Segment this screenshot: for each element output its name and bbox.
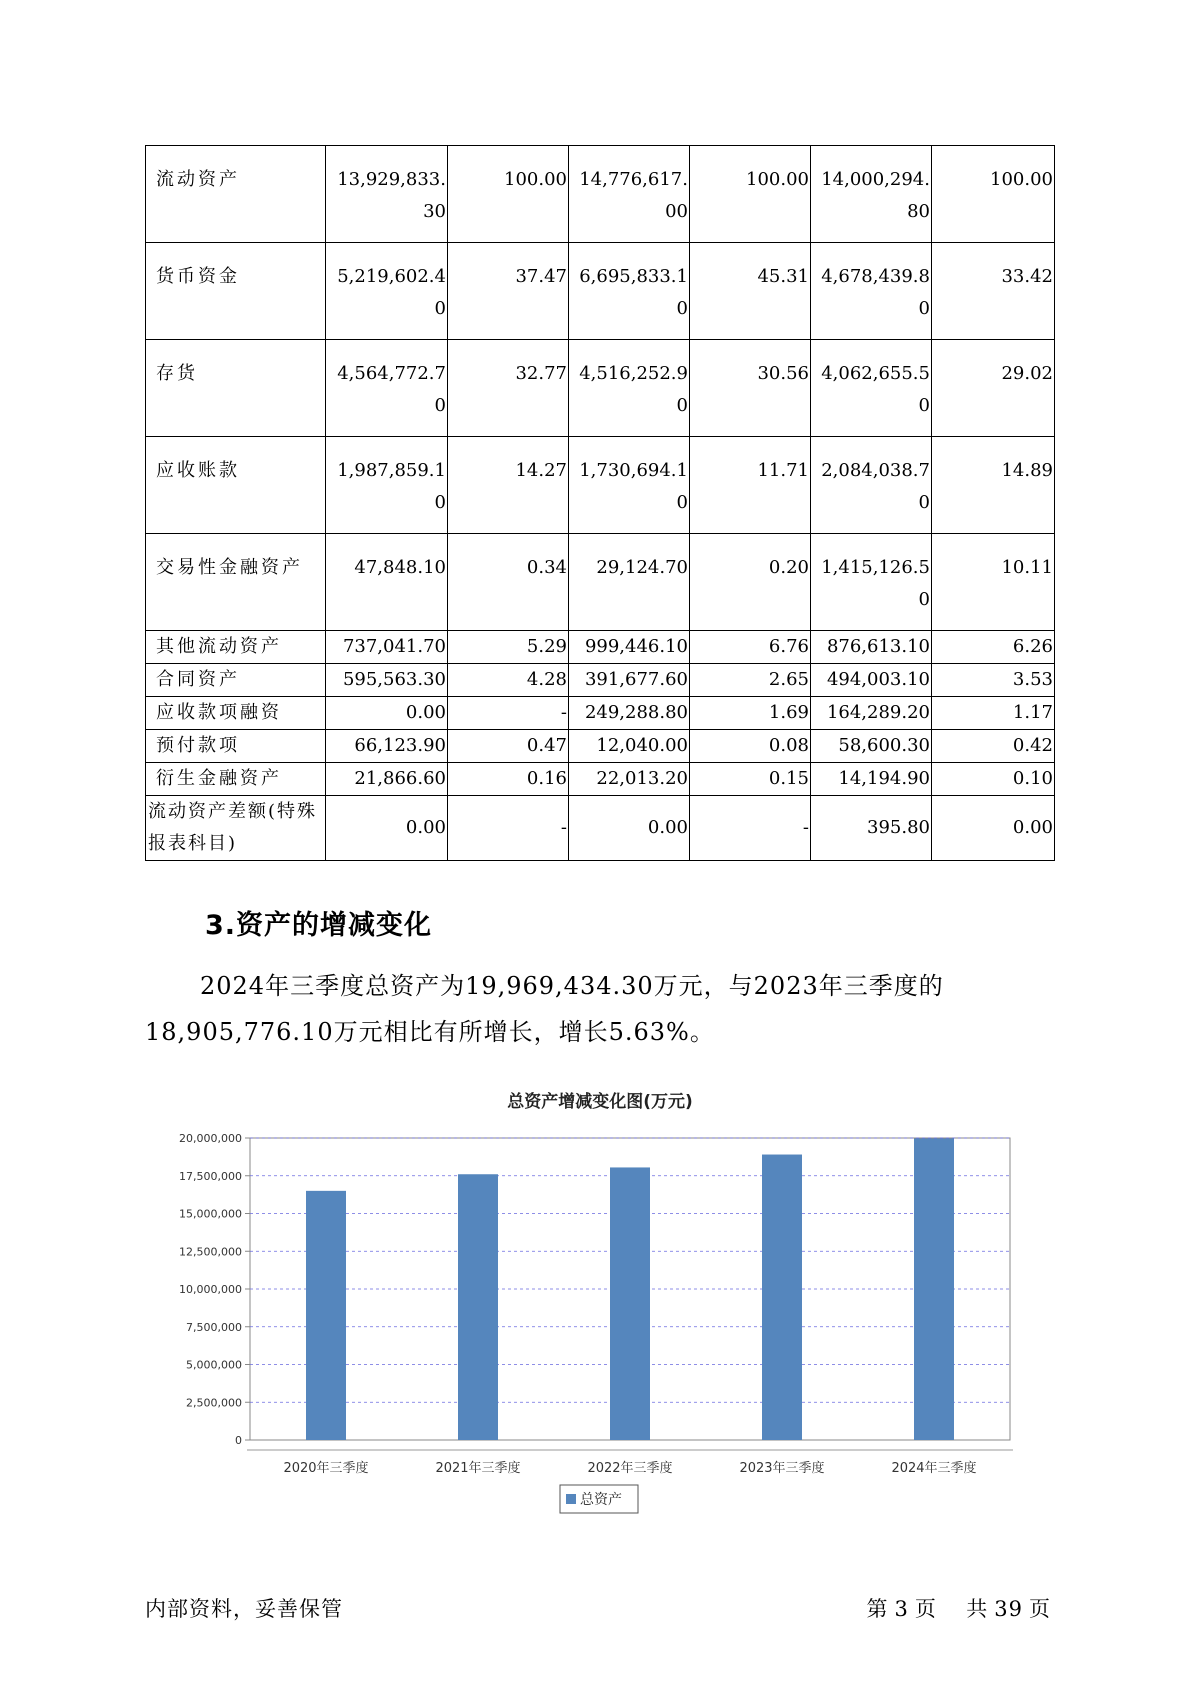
- row-label: 应收款项融资: [146, 697, 326, 730]
- percent-cell: 11.71: [690, 437, 811, 534]
- value-cell: 249,288.80: [569, 697, 690, 730]
- bar: [762, 1155, 802, 1440]
- percent-cell: 100.00: [932, 146, 1055, 243]
- percent-cell: 30.56: [690, 340, 811, 437]
- row-label: 存货: [146, 340, 326, 437]
- percent-cell: -: [448, 697, 569, 730]
- total-unit: 页: [1029, 1597, 1051, 1621]
- percent-cell: 3.53: [932, 664, 1055, 697]
- summary-paragraph: [145, 963, 1065, 1055]
- table-row: [146, 340, 1055, 437]
- row-label: 衍生金融资产: [146, 763, 326, 796]
- y-tick-label: 5,000,000: [186, 1358, 242, 1372]
- percent-cell: 32.77: [448, 340, 569, 437]
- value-cell: 4,062,655.50: [811, 340, 932, 437]
- row-label: 应收账款: [146, 437, 326, 534]
- value-cell: 6,695,833.10: [569, 243, 690, 340]
- table-row: [146, 664, 1055, 697]
- value-cell: 14,000,294.80: [811, 146, 932, 243]
- percent-cell: 1.69: [690, 697, 811, 730]
- page-unit: 页: [914, 1597, 937, 1621]
- page-number: 3: [894, 1597, 909, 1621]
- value-cell: 12,040.00: [569, 730, 690, 763]
- percent-cell: 29.02: [932, 340, 1055, 437]
- percent-cell: -: [690, 796, 811, 861]
- percent-cell: 5.29: [448, 631, 569, 664]
- value-cell: 0.00: [326, 796, 448, 861]
- value-cell: 14,776,617.00: [569, 146, 690, 243]
- bar: [914, 1138, 954, 1440]
- row-label: 货币资金: [146, 243, 326, 340]
- footer-note: 内部资料，妥善保管: [145, 1597, 343, 1621]
- table-row: [146, 534, 1055, 631]
- percent-cell: 0.34: [448, 534, 569, 631]
- percent-cell: 14.27: [448, 437, 569, 534]
- value-cell: 494,003.10: [811, 664, 932, 697]
- page-prefix: 第: [866, 1597, 889, 1621]
- value-cell: 1,730,694.10: [569, 437, 690, 534]
- y-tick-label: 2,500,000: [186, 1396, 242, 1410]
- value-cell: 21,866.60: [326, 763, 448, 796]
- legend-swatch: [566, 1494, 576, 1504]
- value-cell: 395.80: [811, 796, 932, 861]
- value-cell: 29,124.70: [569, 534, 690, 631]
- chart-svg: [150, 1075, 1030, 1540]
- table-row: [146, 631, 1055, 664]
- percent-cell: 33.42: [932, 243, 1055, 340]
- value-cell: 4,678,439.80: [811, 243, 932, 340]
- percent-cell: 2.65: [690, 664, 811, 697]
- paragraph-line-1: 2024年三季度总资产为19,969,434.30万元，与2023年三季度的: [200, 972, 944, 1000]
- x-tick-label: 2023年三季度: [739, 1461, 825, 1476]
- table-row: [146, 697, 1055, 730]
- table-row: [146, 243, 1055, 340]
- total-prefix: 共: [966, 1597, 989, 1621]
- value-cell: 595,563.30: [326, 664, 448, 697]
- current-assets-table: [145, 145, 1054, 861]
- value-cell: 391,677.60: [569, 664, 690, 697]
- percent-cell: 0.15: [690, 763, 811, 796]
- x-tick-label: 2021年三季度: [435, 1461, 521, 1476]
- value-cell: 1,415,126.50: [811, 534, 932, 631]
- percent-cell: 0.08: [690, 730, 811, 763]
- value-cell: 5,219,602.40: [326, 243, 448, 340]
- value-cell: 0.00: [326, 697, 448, 730]
- percent-cell: 0.47: [448, 730, 569, 763]
- row-label: 预付款项: [146, 730, 326, 763]
- y-tick-label: 10,000,000: [179, 1283, 242, 1296]
- value-cell: 737,041.70: [326, 631, 448, 664]
- bar: [610, 1167, 650, 1440]
- percent-cell: 45.31: [690, 243, 811, 340]
- percent-cell: 0.20: [690, 534, 811, 631]
- value-cell: 164,289.20: [811, 697, 932, 730]
- y-tick-label: 17,500,000: [179, 1169, 242, 1183]
- total-pages: 39: [994, 1597, 1023, 1621]
- percent-cell: 10.11: [932, 534, 1055, 631]
- row-label: 流动资产: [146, 146, 326, 243]
- page-indicator: [864, 1593, 1054, 1623]
- section-title: 3.资产的增减变化: [205, 910, 433, 941]
- y-tick-label: 7,500,000: [186, 1320, 242, 1334]
- paragraph-line-2: 18,905,776.10万元相比有所增长，增长5.63%。: [145, 1018, 715, 1046]
- value-cell: 58,600.30: [811, 730, 932, 763]
- value-cell: 1,987,859.10: [326, 437, 448, 534]
- assets-table: [145, 145, 1055, 861]
- value-cell: 66,123.90: [326, 730, 448, 763]
- percent-cell: 6.26: [932, 631, 1055, 664]
- table-body: [146, 146, 1055, 861]
- percent-cell: 6.76: [690, 631, 811, 664]
- value-cell: 4,564,772.70: [326, 340, 448, 437]
- y-tick-label: 12,500,000: [179, 1245, 242, 1259]
- row-label: 其他流动资产: [146, 631, 326, 664]
- percent-cell: 0.16: [448, 763, 569, 796]
- value-cell: 22,013.20: [569, 763, 690, 796]
- row-label: 流动资产差额(特殊报表科目): [146, 796, 326, 861]
- x-tick-label: 2022年三季度: [587, 1461, 673, 1476]
- table-row: [146, 730, 1055, 763]
- percent-cell: 0.00: [932, 796, 1055, 861]
- value-cell: 0.00: [569, 796, 690, 861]
- percent-cell: 0.10: [932, 763, 1055, 796]
- table-row: [146, 796, 1055, 861]
- x-tick-label: 2020年三季度: [283, 1461, 369, 1476]
- percent-cell: 14.89: [932, 437, 1055, 534]
- row-label: 交易性金融资产: [146, 534, 326, 631]
- percent-cell: 4.28: [448, 664, 569, 697]
- row-label: 合同资产: [146, 664, 326, 697]
- chart-title: 总资产增减变化图(万元): [507, 1092, 693, 1112]
- y-tick-label: 15,000,000: [179, 1207, 242, 1221]
- y-tick-label: 20,000,000: [179, 1132, 242, 1145]
- value-cell: 876,613.10: [811, 631, 932, 664]
- value-cell: 2,084,038.70: [811, 437, 932, 534]
- table-row: [146, 437, 1055, 534]
- bar: [458, 1174, 498, 1440]
- value-cell: 4,516,252.90: [569, 340, 690, 437]
- table-row: [146, 763, 1055, 796]
- table-row: [146, 146, 1055, 243]
- value-cell: 999,446.10: [569, 631, 690, 664]
- total-assets-chart: [150, 1075, 1030, 1544]
- legend-label: 总资产: [580, 1492, 622, 1508]
- value-cell: 14,194.90: [811, 763, 932, 796]
- percent-cell: 37.47: [448, 243, 569, 340]
- value-cell: 13,929,833.30: [326, 146, 448, 243]
- bar: [306, 1191, 346, 1440]
- x-tick-label: 2024年三季度: [891, 1461, 977, 1476]
- percent-cell: -: [448, 796, 569, 861]
- value-cell: 47,848.10: [326, 534, 448, 631]
- percent-cell: 100.00: [690, 146, 811, 243]
- percent-cell: 0.42: [932, 730, 1055, 763]
- percent-cell: 100.00: [448, 146, 569, 243]
- percent-cell: 1.17: [932, 697, 1055, 730]
- y-tick-label: 0: [235, 1434, 242, 1447]
